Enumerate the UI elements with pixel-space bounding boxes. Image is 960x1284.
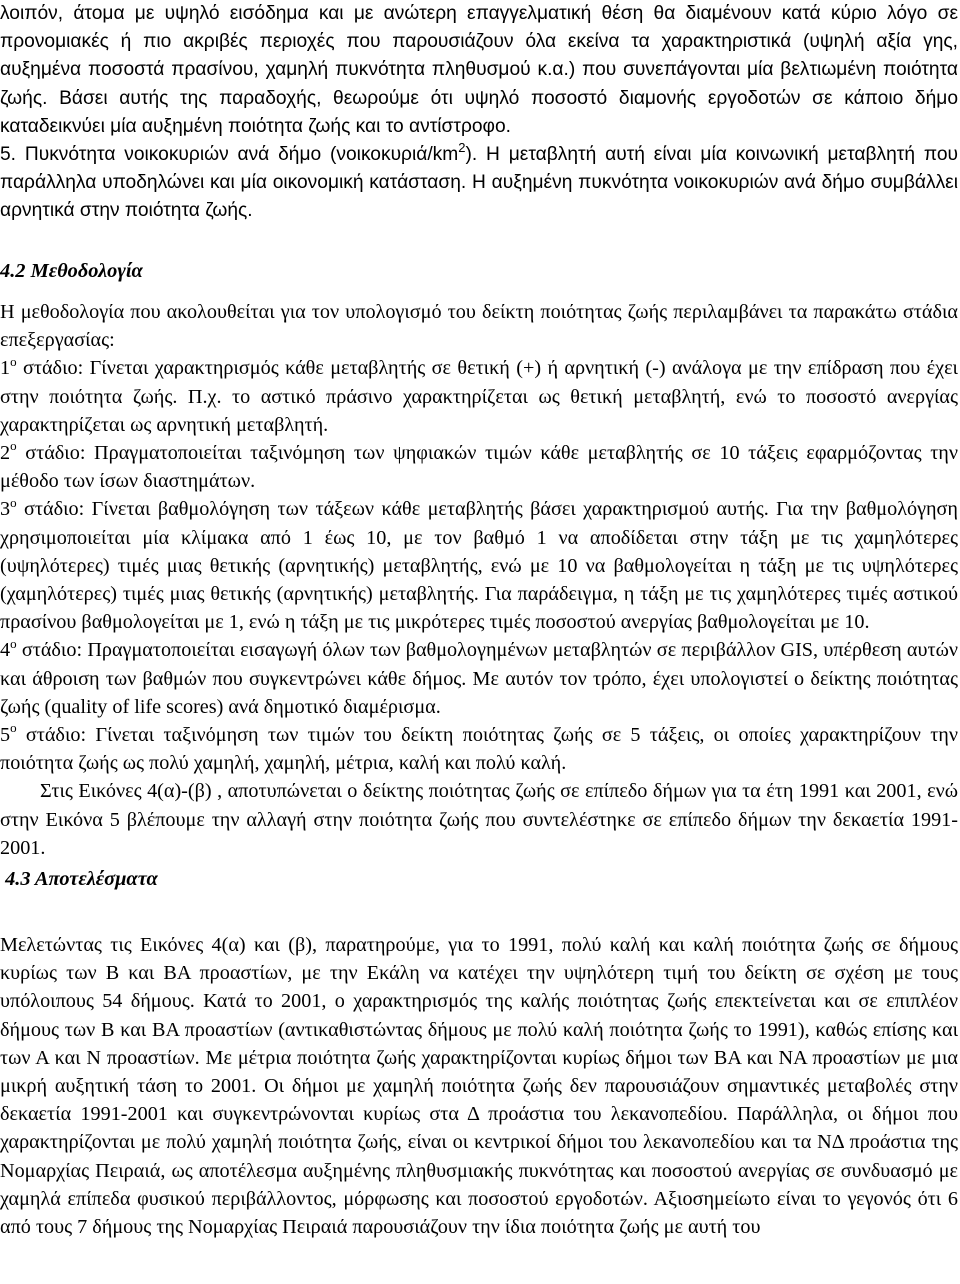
stage-2-ordinal: ο bbox=[10, 438, 17, 454]
stage-3-number: 3 bbox=[0, 498, 11, 521]
methodology-closing: Στις Εικόνες 4(α)-(β) , αποτυπώνεται ο δείκτης ποιότητας ζωής σε επίπεδο δήμων για τα έτη 1991 και 2001, ενώ στην Εικόνα 5 βλέπουμε την αλλαγή στην ποιότητα ζωής που συντελέστηκε σε επίπεδο δήμων την δεκαετία 1991-2001. bbox=[0, 780, 958, 859]
variable-5-paragraph bbox=[0, 141, 958, 226]
variable-5-text-end: ). Η μεταβλητή αυτή είναι μία κοινωνική μεταβλητή που παράλληλα υποδηλώνει και μία οικονομική κατάσταση. Η αυξημένη πυκνότητα νοικοκυριών ανά δήμο συμβάλλει αρνητικά στην ποιότητα ζωής. bbox=[0, 144, 959, 222]
stage-4-number: 4 bbox=[0, 639, 11, 662]
intro-paragraph: λοιπόν, άτομα με υψηλό εισόδημα και με ανώτερη επαγγελματική θέση θα διαμένουν κατά κύριο λόγο σε προνομιακές ή πιο ακριβές περιοχές που παρουσιάζουν όλα εκείνα τα χαρακτηριστικά (υψηλή αξία γης, αυξημένα ποσοστά πρασίνου, χαμηλή πυκνότητα πληθυσμού κ.α.) που συνεπάγονται μία βελτιωμένη ποιότητα ζωής. Βάσει αυτής της παραδοχής, θεωρούμε ότι υψηλό ποσοστό διαμονής εργοδοτών σε κάποιο δήμο καταδεικνύει μία αυξημένη ποιότητα ζωής και το αντίστροφο. bbox=[0, 3, 958, 137]
intro-section bbox=[0, 0, 958, 226]
stage-1-text: στάδιο: Γίνεται χαρακτηρισμός κάθε μεταβλητής σε θετική (+) ή αρνητική (-) ανάλογα με την επίδραση που έχει στην ποιότητα ζωής. Π.χ. το αστικό πράσινο χαρακτηρίζεται ως θετική μεταβλητή, ενώ το ποσοστό ανεργίας χαρακτηρίζεται ως αρνητική μεταβλητή. bbox=[0, 357, 958, 436]
stage-5-text: στάδιο: Γίνεται ταξινόμηση των τιμών του δείκτη ποιότητας ζωής σε 5 τάξεις, οι οποίες χαρακτηρίζουν την ποιότητα ζωής ως πολύ χαμηλή, χαμηλή, μέτρια, καλή και πολύ καλή. bbox=[0, 724, 958, 775]
methodology-heading: 4.2 Μεθοδολογία bbox=[0, 260, 143, 282]
stage-5-number: 5 bbox=[0, 724, 11, 747]
stage-3-text: στάδιο: Γίνεται βαθμολόγηση των τάξεων κάθε μεταβλητής βάσει χαρακτηρισμού αυτής. Για την βαθμολόγηση χρησιμοποιείται μία κλίμακα από 1 έως 10, με τον βαθμό 1 να αποδίδεται στην τάξη με τις χαμηλότερες (υψηλότερες) τιμές μιας θετικής (αρνητικής) μεταβλητής, ενώ με 10 να βαθμολογείται η τάξη με τις υψηλότερες (χαμηλότερες) τιμές μιας θετικής (αρνητικής) μεταβλητής. Για παράδειγμα, η τάξη με τις χαμηλότερες τιμές αστικού πρασίνου βαθμολογείται με 1, ενώ η τάξη με τις μικρότερες τιμές ποσοστού ανεργίας βαθμολογείται με 10. bbox=[0, 498, 958, 634]
stage-2 bbox=[0, 439, 958, 495]
stage-4 bbox=[0, 636, 958, 721]
stage-5 bbox=[0, 721, 958, 777]
methodology-section bbox=[0, 298, 958, 862]
stage-3 bbox=[0, 495, 958, 636]
stage-3-ordinal: ο bbox=[10, 494, 17, 510]
stage-4-text: στάδιο: Πραγματοποιείται εισαγωγή όλων των βαθμολογημένων μεταβλητών σε περιβάλλον GIS, υπέρθεση αυτών και άθροιση των βαθμών που συγκεντρώνει κάθε δήμος. Με αυτόν τον τρόπο, έχει υπολογιστεί ο δείκτης ποιότητας ζωής (quality of life scores) ανά δημοτικό διαμέρισμα. bbox=[0, 639, 958, 718]
results-body: Μελετώντας τις Εικόνες 4(α) και (β), παρατηρούμε, για το 1991, πολύ καλή και καλή ποιότητα ζωής σε δήμους κυρίως των Β και ΒΑ προαστίων, με την Εκάλη να κατέχει την υψηλότερη τιμή του δείκτη σε σχέση με τους υπόλοιπους 54 δήμους. Κατά το 2001, ο χαρακτηρισμός της καλής ποιότητας ζωής επεκτείνεται και σε επιπλέον δήμους των Β και ΒΑ προαστίων (αντικαθιστώντας δήμους με πολύ καλή ποιότητα ζωής το 1991), καθώς επίσης και των Α και Ν προαστίων. Με μέτρια ποιότητα ζωής χαρακτηρίζονται κυρίως δήμοι των ΒΑ και ΝΑ προαστίων με μια μικρή αυξητική τάση το 2001. Οι δήμοι με χαμηλή ποιότητα ζωής δεν παρουσιάζουν σημαντικές μεταβολές στην δεκαετία 1991-2001 και συγκεντρώνονται κυρίως στα Δ προάστια του λεκανοπεδίου. Παράλληλα, οι δήμοι που χαρακτηρίζονται με πολύ χαμηλή ποιότητα ζωής, είναι οι κεντρικοί δήμοι του λεκανοπεδίου και τα ΝΔ προάστια της Νομαρχίας Πειραιά, ως αποτέλεσμα αυξημένης πληθυσμιακής πυκνότητας και ποσοστού ανεργίας σε συνδυασμό με χαμηλά επίπεδα φυσικού περιβάλλοντος, μόρφωσης και ποσοστού εργοδοτών. Αξιοσημείωτο είναι το γεγονός ότι 6 από τους 7 δήμους της Νομαρχίας Πειραιά παρουσιάζουν την ίδια ποιότητα ζωής με αυτή του bbox=[0, 934, 958, 1239]
stage-1 bbox=[0, 354, 958, 439]
results-section bbox=[0, 931, 958, 1241]
results-heading: 4.3 Αποτελέσματα bbox=[0, 868, 158, 890]
stage-2-number: 2 bbox=[0, 442, 11, 465]
stage-1-ordinal: ο bbox=[10, 353, 17, 369]
methodology-intro: Η μεθοδολογία που ακολουθείται για τον υπολογισμό του δείκτη ποιότητας ζωής περιλαμβάνει τα παρακάτω στάδια επεξεργασίας: bbox=[0, 301, 958, 352]
stage-5-ordinal: ο bbox=[10, 720, 17, 736]
superscript-squared: 2 bbox=[458, 139, 466, 155]
stage-2-text: στάδιο: Πραγματοποιείται ταξινόμηση των ψηφιακών τιμών κάθε μεταβλητής σε 10 τάξεις εφαρμόζοντας την μέθοδο των ίσων διαστημάτων. bbox=[0, 442, 958, 493]
variable-5-text-start: 5. Πυκνότητα νοικοκυριών ανά δήμο (νοικοκυριά/km bbox=[0, 144, 459, 166]
stage-4-ordinal: ο bbox=[10, 635, 17, 651]
stage-1-number: 1 bbox=[0, 357, 11, 380]
